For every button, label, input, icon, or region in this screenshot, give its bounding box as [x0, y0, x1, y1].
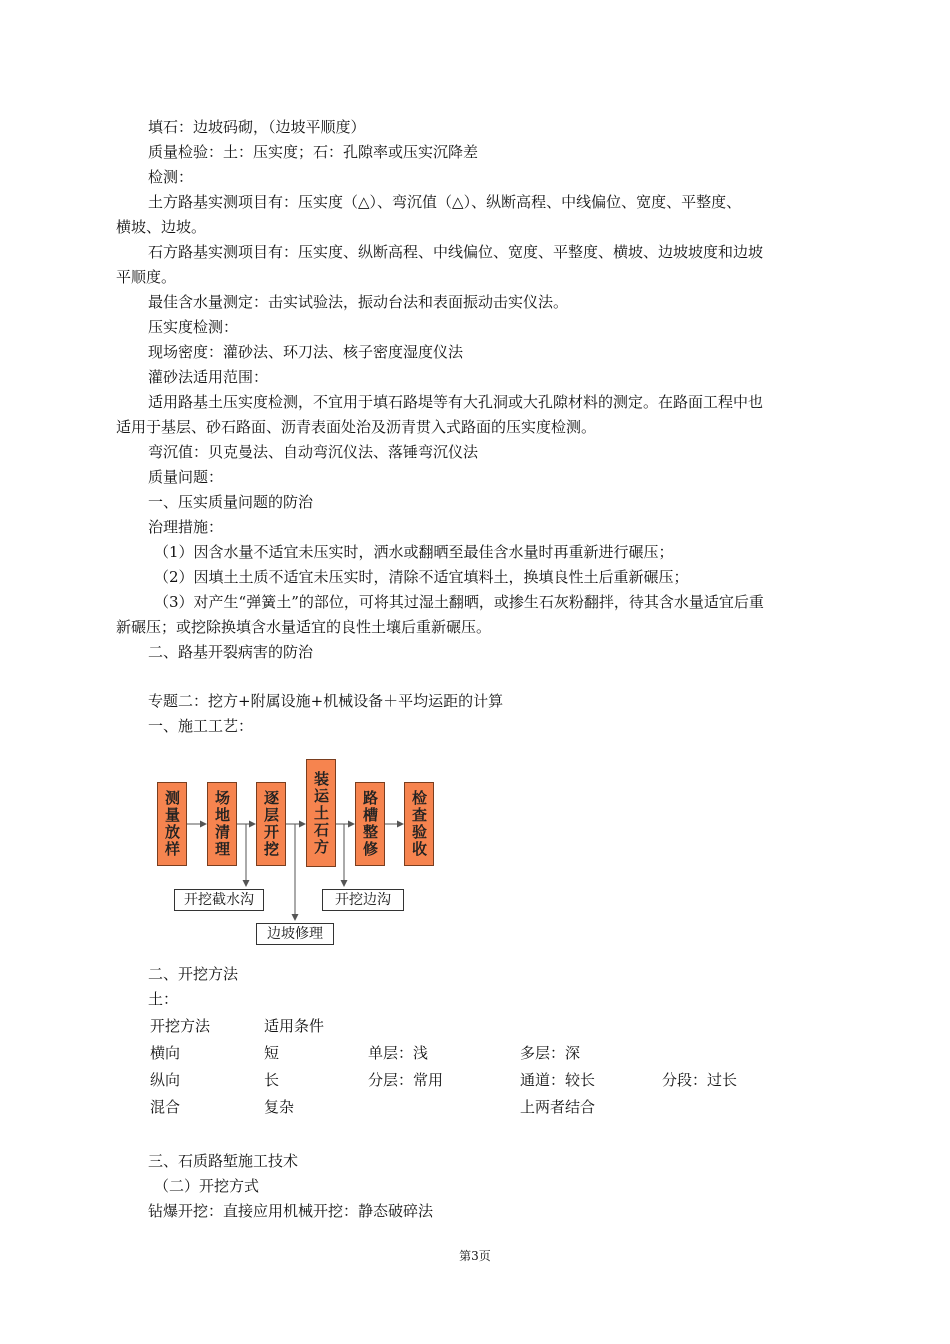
flow-step: 场地清理 — [207, 782, 237, 866]
construction-flowchart — [154, 756, 444, 952]
flow-step: 逐层开挖 — [256, 782, 286, 866]
text-line: 现场密度：灌砂法、环刀法、核子密度湿度仪法 — [148, 343, 464, 361]
table-cell: 短 — [264, 1044, 280, 1062]
text-line: 压实度检测： — [148, 318, 239, 336]
flow-branch: 开挖截水沟 — [174, 889, 264, 911]
table-cell: 混合 — [150, 1098, 181, 1116]
flow-step: 装运土石方 — [306, 759, 336, 867]
page-number: 第3页 — [459, 1249, 491, 1263]
flow-step: 检查验收 — [404, 782, 434, 866]
heading: （二）开挖方式 — [154, 1177, 260, 1195]
table-cell: 单层：浅 — [368, 1044, 429, 1062]
table-cell: 多层：深 — [520, 1044, 581, 1062]
table-cell: 复杂 — [264, 1098, 295, 1116]
heading: 一、压实质量问题的防治 — [148, 493, 314, 511]
text-line: 横坡、边坡。 — [116, 218, 207, 236]
flow-branch: 开挖边沟 — [322, 889, 404, 911]
flow-step: 测量放样 — [157, 782, 187, 866]
text-line: 检测： — [148, 168, 194, 186]
text-line: 土方路基实测项目有：压实度（△）、弯沉值（△）、纵断高程、中线偏位、宽度、平整度、 — [148, 193, 742, 211]
table-cell: 通道：较长 — [520, 1071, 596, 1089]
table-header-cell: 适用条件 — [264, 1017, 325, 1035]
heading: 二、开挖方法 — [148, 965, 239, 983]
text-line: 适用路基土压实度检测，不宜用于填石路堤等有大孔洞或大孔隙材料的测定。在路面工程中也 — [148, 393, 764, 411]
heading: 一、施工工艺： — [148, 717, 254, 735]
heading: 二、路基开裂病害的防治 — [148, 643, 314, 661]
text-line: 新碾压；或挖除换填含水量适宜的良性土壤后重新碾压。 — [116, 618, 492, 636]
table-cell: 横向 — [150, 1044, 181, 1062]
table-cell: 纵向 — [150, 1071, 181, 1089]
text-line: 平顺度。 — [116, 268, 177, 286]
text-line: 土： — [148, 990, 179, 1008]
text-line: 钻爆开挖：直接应用机械开挖：静态破碎法 — [148, 1202, 434, 1220]
text-line: 适用于基层、砂石路面、沥青表面处治及沥青贯入式路面的压实度检测。 — [116, 418, 597, 436]
text-line: 治理措施： — [148, 518, 224, 536]
text-line: 质量检验：土：压实度；石：孔隙率或压实沉降差 — [148, 143, 479, 161]
text-line: 弯沉值：贝克曼法、自动弯沉仪法、落锤弯沉仪法 — [148, 443, 479, 461]
table-cell: 分层：常用 — [368, 1071, 444, 1089]
heading: 三、石质路堑施工技术 — [148, 1152, 299, 1170]
list-item: （1）因含水量不适宜未压实时，洒水或翻晒至最佳含水量时再重新进行碾压； — [154, 543, 674, 561]
table-cell: 上两者结合 — [520, 1098, 596, 1116]
text-line: 石方路基实测项目有：压实度、纵断高程、中线偏位、宽度、平整度、横坡、边坡坡度和边坡 — [148, 243, 764, 261]
text-line: 灌砂法适用范围： — [148, 368, 269, 386]
table-cell: 分段：过长 — [662, 1071, 738, 1089]
text-line: 填石：边坡码砌，（边坡平顺度） — [148, 118, 366, 136]
section-title: 专题二：挖方+附属设施+机械设备＋平均运距的计算 — [148, 692, 504, 710]
list-item: （3）对产生“弹簧土”的部位，可将其过湿土翻晒，或掺生石灰粉翻拌，待其含水量适宜后重 — [154, 593, 764, 611]
flow-step: 路槽整修 — [355, 782, 385, 866]
table-cell: 长 — [264, 1071, 280, 1089]
table-header-cell: 开挖方法 — [150, 1017, 211, 1035]
flow-branch: 边坡修理 — [256, 923, 334, 945]
text-line: 最佳含水量测定：击实试验法，振动台法和表面振动击实仪法。 — [148, 293, 569, 311]
list-item: （2）因填土土质不适宜未压实时，清除不适宜填料土，换填良性土后重新碾压； — [154, 568, 689, 586]
text-line: 质量问题： — [148, 468, 224, 486]
